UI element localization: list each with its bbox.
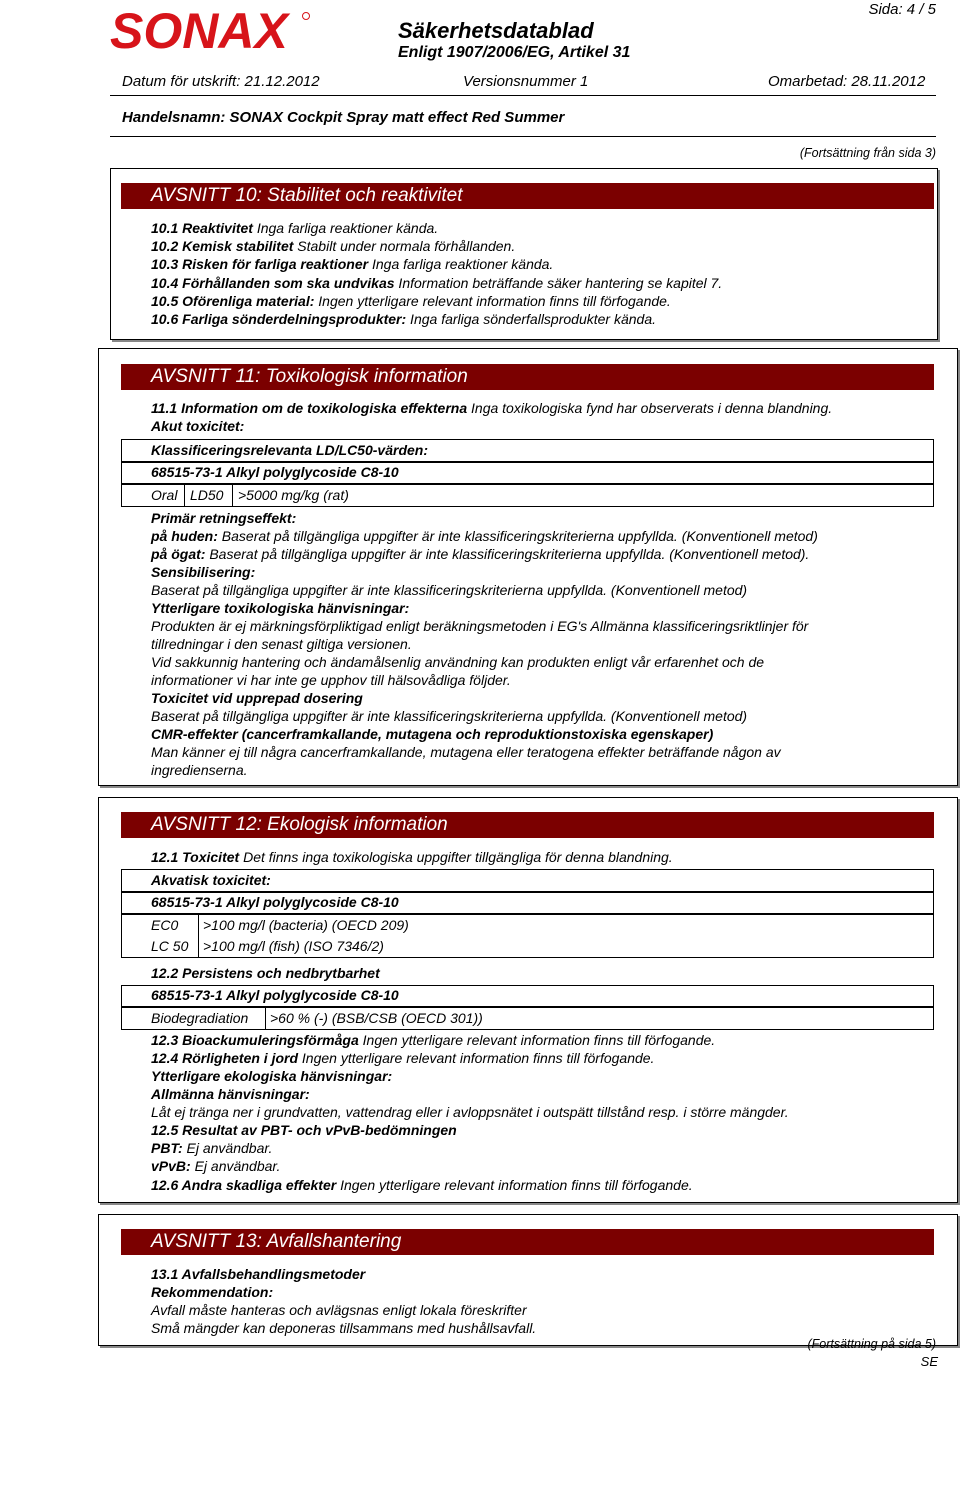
s10-line-2 bbox=[151, 238, 515, 255]
general-label: Allmänna hänvisningar: bbox=[151, 1086, 310, 1102]
s10-line-6 bbox=[151, 311, 656, 328]
mobility-text: Ingen ytterligare relevant information finns till förfogande. bbox=[298, 1050, 655, 1066]
pbt-heading: 12.5 Resultat av PBT- och vPvB-bedömningen bbox=[151, 1122, 457, 1138]
s10-label: 10.3 Risken för farliga reaktioner bbox=[151, 256, 369, 272]
pbt-text: Ej användbar. bbox=[182, 1140, 273, 1156]
section-10-heading: AVSNITT 10: Stabilitet och reaktivitet bbox=[121, 183, 934, 209]
document-title: Säkerhetsdatablad bbox=[398, 18, 594, 43]
other-effects-label: 12.6 Andra skadliga effekter bbox=[151, 1177, 337, 1193]
skin-line bbox=[151, 528, 818, 545]
s10-text: Inga farliga sönderfallsprodukter kända. bbox=[406, 311, 656, 327]
document-subtitle: Enligt 1907/2006/EG, Artikel 31 bbox=[398, 44, 631, 61]
eye-label: på ögat: bbox=[151, 546, 206, 562]
ec0-value: >100 mg/l (bacteria) (OECD 209) bbox=[203, 917, 409, 933]
cmr-text-a: Man känner ej till några cancerframkallande, mutagena eller teratogena effekter beträffande någon av bbox=[151, 744, 781, 760]
repeated-dose-text: Baserat på tillgängliga uppgifter är inte klassificeringskriterierna uppfyllda. (Konventionell metod) bbox=[151, 708, 748, 724]
continued-from: (Fortsättning från sida 3) bbox=[799, 146, 936, 160]
vpvb-line bbox=[151, 1158, 280, 1175]
acute-toxicity-label: Akut toxicitet: bbox=[151, 418, 245, 434]
substance-name: 68515-73-1 Alkyl polyglycoside C8-10 bbox=[151, 464, 399, 480]
sensitisation-label: Sensibilisering: bbox=[151, 564, 256, 580]
recommendation-text-2: Små mängder kan deponeras tillsammans med hushållsavfall. bbox=[151, 1320, 537, 1336]
further-tox-p1b: tillredningar i den senast giltiga versionen. bbox=[151, 636, 412, 652]
logo-text: SONAX bbox=[110, 8, 288, 54]
mobility-line bbox=[151, 1050, 654, 1067]
sensitisation-text: Baserat på tillgängliga uppgifter är inte klassificeringskriterierna uppfyllda. (Konventionell metod) bbox=[151, 582, 748, 598]
sonax-logo-graphic bbox=[110, 8, 310, 54]
eco-ref-label: Ytterligare ekologiska hänvisningar: bbox=[151, 1068, 393, 1084]
other-effects-line bbox=[151, 1177, 693, 1194]
persistence-label: 12.2 Persistens och nedbrytbarhet bbox=[151, 965, 380, 981]
version-number: Versionsnummer 1 bbox=[463, 73, 589, 90]
s10-text: Ingen ytterligare relevant information finns till förfogande. bbox=[314, 293, 671, 309]
continued-to: (Fortsättning på sida 5) bbox=[807, 1337, 936, 1351]
s10-label: 10.1 Reaktivitet bbox=[151, 220, 253, 236]
persist-substance: 68515-73-1 Alkyl polyglycoside C8-10 bbox=[151, 987, 399, 1003]
ld50-route: Oral bbox=[151, 487, 178, 503]
s10-line-4 bbox=[151, 275, 722, 292]
s10-label: 10.5 Oförenliga material: bbox=[151, 293, 315, 309]
pbt-line bbox=[151, 1140, 272, 1157]
skin-text: Baserat på tillgängliga uppgifter är inte klassificeringskriterierna uppfyllda. (Konventionell metod) bbox=[217, 528, 818, 544]
pbt-label: PBT: bbox=[151, 1140, 183, 1156]
s10-label: 10.6 Farliga sönderdelningsprodukter: bbox=[151, 311, 407, 327]
biodeg-divider bbox=[265, 1007, 266, 1030]
vpvb-text: Ej användbar. bbox=[190, 1158, 281, 1174]
print-date: Datum för utskrift: 21.12.2012 bbox=[122, 73, 320, 90]
further-tox-label: Ytterligare toxikologiska hänvisningar: bbox=[151, 600, 410, 616]
aquatic-toxicity-label: Akvatisk toxicitet: bbox=[151, 872, 271, 888]
vpvb-label: vPvB: bbox=[151, 1158, 191, 1174]
eye-line bbox=[151, 546, 809, 563]
language-code: SE bbox=[920, 1354, 938, 1369]
lc50-label: LC 50 bbox=[151, 938, 189, 954]
page-number: Sida: 4 / 5 bbox=[868, 1, 936, 18]
cmr-text-b: ingredienserna. bbox=[151, 762, 248, 778]
s10-text: Stabilt under normala förhållanden. bbox=[293, 238, 516, 254]
s11-line-1 bbox=[151, 400, 832, 417]
s10-line-1 bbox=[151, 220, 438, 237]
repeated-dose-label: Toxicitet vid upprepad dosering bbox=[151, 690, 363, 706]
s10-text: Inga farliga reaktioner kända. bbox=[368, 256, 554, 272]
lc50-value: >100 mg/l (fish) (ISO 7346/2) bbox=[203, 938, 384, 954]
s10-line-5 bbox=[151, 293, 671, 310]
s12-line-1 bbox=[151, 849, 673, 866]
recommendation-label: Rekommendation: bbox=[151, 1284, 274, 1300]
further-tox-p1a: Produkten är ej märkningsförpliktigad enligt beräkningsmetoden i EG's Allmänna klassificeringsriktlinjer för bbox=[151, 618, 809, 634]
section-13-heading: AVSNITT 13: Avfallshantering bbox=[121, 1229, 934, 1255]
aquatic-divider bbox=[198, 914, 199, 958]
section-11-heading: AVSNITT 11: Toxikologisk information bbox=[121, 364, 934, 390]
eye-text: Baserat på tillgängliga uppgifter är inte klassificeringskriterierna uppfyllda. (Konventionell metod). bbox=[205, 546, 810, 562]
s10-line-3 bbox=[151, 256, 553, 273]
s10-text: Information beträffande säker hantering se kapitel 7. bbox=[394, 275, 723, 291]
mobility-label: 12.4 Rörligheten i jord bbox=[151, 1050, 299, 1066]
revised-date: Omarbetad: 28.11.2012 bbox=[768, 73, 926, 90]
sonax-logo bbox=[110, 8, 310, 54]
s12-label: 12.1 Toxicitet bbox=[151, 849, 240, 865]
skin-label: på huden: bbox=[151, 528, 218, 544]
ld50-type: LD50 bbox=[190, 487, 224, 503]
biodeg-value: >60 % (-) (BSB/CSB (OECD 301)) bbox=[270, 1010, 483, 1026]
s11-label: 11.1 Information om de toxikologiska effekterna bbox=[151, 400, 468, 416]
bioacc-label: 12.3 Bioackumuleringsförmåga bbox=[151, 1032, 359, 1048]
class-relevant-label: Klassificeringsrelevanta LD/LC50-värden: bbox=[151, 442, 428, 458]
general-text: Låt ej tränga ner i grundvatten, vattendrag eller i avloppsnätet i outspätt tillstånd resp. i större mängder. bbox=[151, 1104, 789, 1120]
ld50-value: >5000 mg/kg (rat) bbox=[238, 487, 349, 503]
cmr-label: CMR-effekter (cancerframkallande, mutagena och reproduktionstoxiska egenskaper) bbox=[151, 726, 714, 742]
header-rule bbox=[110, 95, 936, 96]
further-tox-p2a: Vid sakkunnig hantering och ändamålsenlig användning kan produkten enligt vår erfarenhet och de bbox=[151, 654, 765, 670]
trade-name: Handelsnamn: SONAX Cockpit Spray matt effect Red Summer bbox=[122, 109, 565, 126]
section-12-heading: AVSNITT 12: Ekologisk information bbox=[121, 812, 934, 838]
aquatic-substance: 68515-73-1 Alkyl polyglycoside C8-10 bbox=[151, 894, 399, 910]
primary-irritation-label: Primär retningseffekt: bbox=[151, 510, 297, 526]
other-effects-text: Ingen ytterligare relevant information finns till förfogande. bbox=[336, 1177, 693, 1193]
ec0-label: EC0 bbox=[151, 917, 179, 933]
waste-methods-label: 13.1 Avfallsbehandlingsmetoder bbox=[151, 1266, 366, 1282]
bioacc-text: Ingen ytterligare relevant information finns till förfogande. bbox=[358, 1032, 716, 1048]
s10-label: 10.2 Kemisk stabilitet bbox=[151, 238, 294, 254]
recommendation-text-1: Avfall måste hanteras och avlägsnas enligt lokala föreskrifter bbox=[151, 1302, 527, 1318]
s11-text: Inga toxikologiska fynd har observerats i denna blandning. bbox=[467, 400, 833, 416]
biodeg-label: Biodegradiation bbox=[151, 1010, 249, 1026]
s10-label: 10.4 Förhållanden som ska undvikas bbox=[151, 275, 395, 291]
bioaccumulation-line bbox=[151, 1032, 715, 1049]
header-rule-2 bbox=[110, 136, 936, 137]
s12-text: Det finns inga toxikologiska uppgifter tillgängliga för denna blandning. bbox=[239, 849, 673, 865]
further-tox-p2b: informationer vi har inte ge upphov till hälsovådliga följder. bbox=[151, 672, 511, 688]
s10-text: Inga farliga reaktioner kända. bbox=[252, 220, 439, 236]
